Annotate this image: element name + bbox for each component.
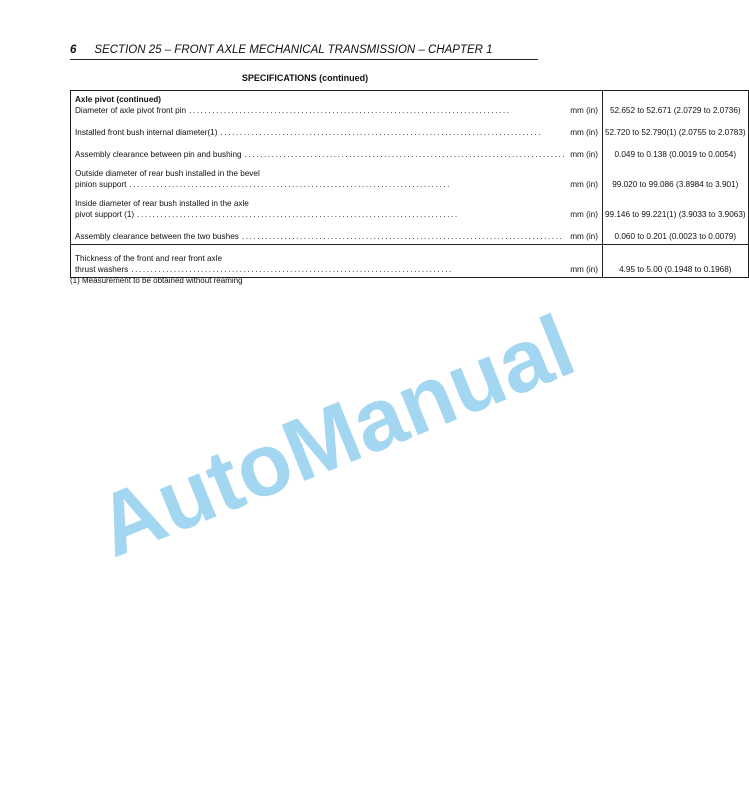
watermark-text: AutoManual (83, 295, 588, 576)
group-title: Axle pivot (continued) (75, 95, 161, 104)
spec-value: 0.049 to 0.138 (0.0019 to 0.0054) (602, 140, 748, 162)
spec-description: Assembly clearance between the two bushes (75, 232, 239, 241)
spec-description-cell (71, 222, 603, 245)
specifications-table (70, 90, 749, 278)
spec-description: Assembly clearance between pin and bushing (75, 150, 242, 159)
specifications-title: SPECIFICATIONS (continued) (241, 73, 369, 83)
unit-label: mm (in) (570, 150, 598, 159)
spec-description-line: Outside diameter of rear bush installed in the bevel (75, 169, 260, 178)
spec-description-cell (71, 118, 603, 140)
leader-dots: ................................................................................... (129, 180, 452, 189)
unit-label: mm (in) (570, 232, 598, 241)
spec-line (75, 127, 598, 138)
table-row (71, 140, 749, 162)
leader-dots: ................................................................................... (241, 232, 564, 241)
spec-line (75, 179, 598, 190)
page-header (70, 44, 538, 60)
unit-label: mm (in) (570, 180, 598, 189)
spec-line (75, 264, 598, 275)
unit-label: mm (in) (570, 128, 598, 137)
table-row (71, 222, 749, 245)
unit-label: mm (in) (570, 210, 598, 219)
table-row (71, 91, 749, 119)
spec-description: pinion support (75, 180, 127, 189)
spec-value: 52.652 to 52.671 (2.0729 to 2.0736) (602, 91, 748, 119)
table-row (71, 245, 749, 278)
spec-value: 52.720 to 52.790(1) (2.0755 to 2.0783) (602, 118, 748, 140)
spec-description-cell (71, 245, 603, 278)
spec-line (75, 231, 598, 242)
spec-description-cell (71, 140, 603, 162)
spec-description: Installed front bush internal diameter(1) (75, 128, 218, 137)
spec-description-line: Thickness of the front and rear front axle (75, 254, 222, 263)
spec-description: pivot support (1) (75, 210, 135, 219)
spec-line (75, 209, 598, 220)
spec-line (75, 105, 598, 116)
spec-value: 99.020 to 99.086 (3.8984 to 3.901) (602, 162, 748, 192)
footnote: (1) Measurement to be obtained without reaming (70, 276, 243, 285)
spec-line (75, 149, 598, 160)
spec-description: Diameter of axle pivot front pin (75, 106, 187, 115)
page-number: 6 (70, 44, 77, 56)
leader-dots: ................................................................................... (244, 150, 567, 159)
section-title: SECTION 25 – FRONT AXLE MECHANICAL TRANSMISSION – CHAPTER 1 (94, 44, 493, 56)
unit-label: mm (in) (570, 106, 598, 115)
spec-value: 99.146 to 99.221(1) (3.9033 to 3.9063) (602, 192, 748, 222)
table-row (71, 118, 749, 140)
leader-dots: ................................................................................... (137, 210, 459, 219)
spec-description-cell (71, 162, 603, 192)
spec-description: thrust washers (75, 265, 129, 274)
leader-dots: ................................................................................... (220, 128, 543, 137)
table-row (71, 192, 749, 222)
table-row (71, 162, 749, 192)
unit-label: mm (in) (570, 265, 598, 274)
leader-dots: ................................................................................... (131, 265, 453, 274)
spec-value: 4.95 to 5.00 (0.1948 to 0.1968) (602, 245, 748, 278)
group-title-cell (71, 91, 603, 119)
spec-description-line: Inside diameter of rear bush installed in the axle (75, 199, 249, 208)
leader-dots: ................................................................................... (189, 106, 511, 115)
spec-value: 0.060 to 0.201 (0.0023 to 0.0079) (602, 222, 748, 245)
spec-description-cell (71, 192, 603, 222)
